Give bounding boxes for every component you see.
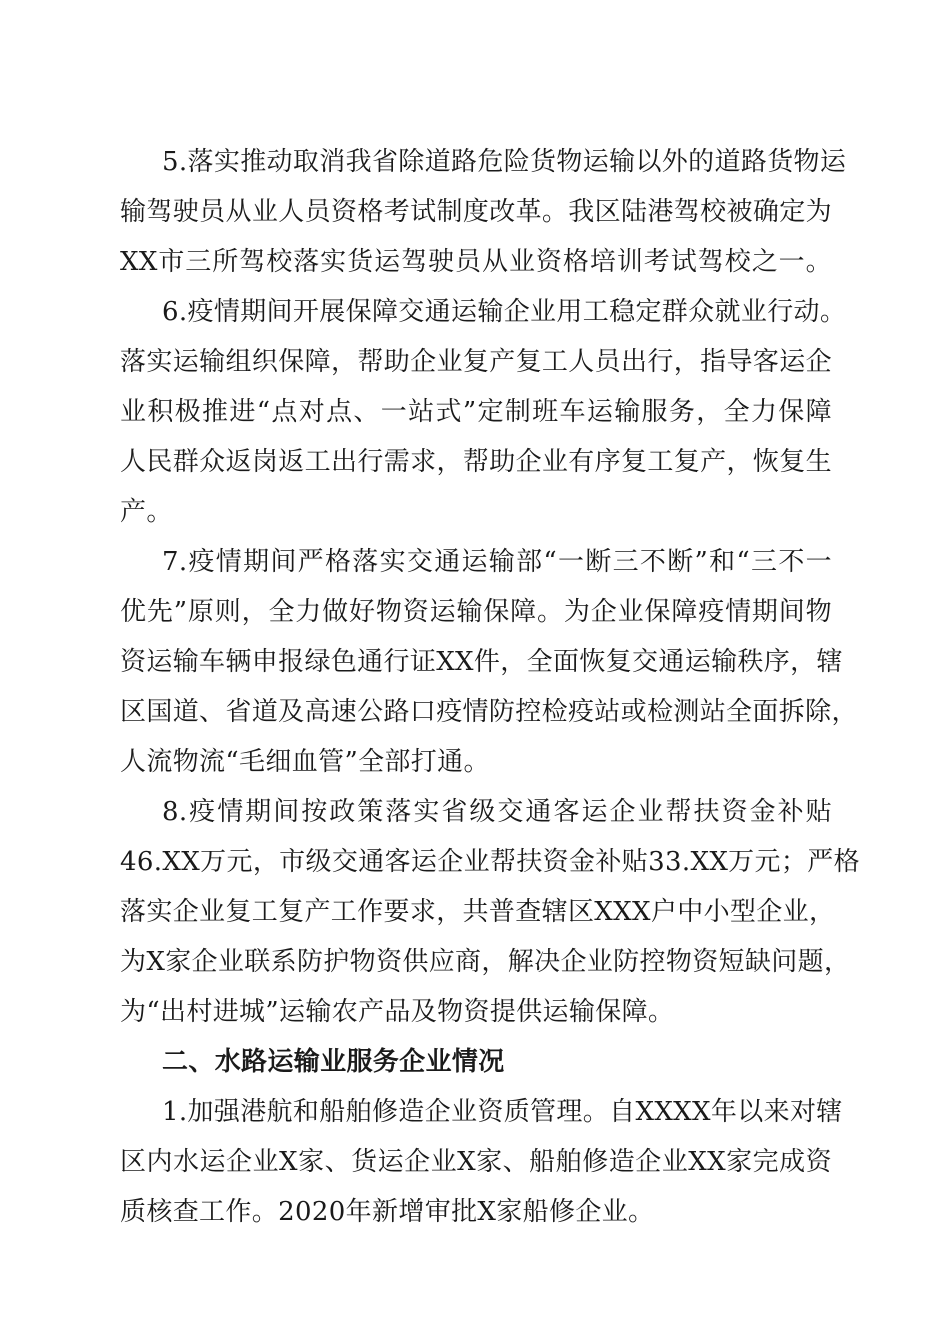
paragraph-line: 质核查工作。2020年新增审批X家船修企业。 [120,1197,655,1227]
paragraph-line: XX市三所驾校落实货运驾驶员从业资格培训考试驾校之一。 [120,247,832,277]
paragraph-line: 输驾驶员从业人员资格考试制度改革。我区陆港驾校被确定为 [120,197,832,227]
paragraph-line: 优先”原则，全力做好物资运输保障。为企业保障疫情期间物 [120,597,832,627]
paragraph-line: 1.加强港航和船舶修造企业资质管理。自XXXX年以来对辖 [162,1097,843,1127]
paragraph-line: 8.疫情期间按政策落实省级交通客运企业帮扶资金补贴 [162,797,832,827]
paragraph-line: 业积极推进“点对点、一站式”定制班车运输服务，全力保障 [120,397,832,427]
paragraph-line: 区内水运企业X家、货运企业X家、船舶修造企业XX家完成资 [120,1147,832,1177]
paragraph-line: 46.XX万元，市级交通客运企业帮扶资金补贴33.XX万元；严格 [120,847,860,877]
paragraph-line: 区国道、省道及高速公路口疫情防控检疫站或检测站全面拆除， [120,697,858,727]
paragraph-line: 为“出村进城”运输农产品及物资提供运输保障。 [120,997,675,1027]
section-heading: 二、水路运输业服务企业情况 [162,1047,505,1077]
paragraph-line: 产。 [120,497,173,527]
paragraph-line: 落实企业复工复产工作要求，共普查辖区XXX户中小型企业， [120,897,836,927]
paragraph-line: 人流物流“毛细血管”全部打通。 [120,747,490,777]
paragraph-line: 落实运输组织保障，帮助企业复产复工人员出行，指导客运企 [120,347,832,377]
paragraph-line: 6.疫情期间开展保障交通运输企业用工稳定群众就业行动。 [162,297,847,327]
paragraph-line: 7.疫情期间严格落实交通运输部“一断三不断”和“三不一 [162,547,832,577]
paragraph-line: 人民群众返岗返工出行需求，帮助企业有序复工复产，恢复生 [120,447,832,477]
paragraph-line: 资运输车辆申报绿色通行证XX件，全面恢复交通运输秩序，辖 [120,647,843,677]
paragraph-line: 为X家企业联系防护物资供应商，解决企业防控物资短缺问题， [120,947,851,977]
paragraph-line: 5.落实推动取消我省除道路危险货物运输以外的道路货物运 [162,147,847,177]
